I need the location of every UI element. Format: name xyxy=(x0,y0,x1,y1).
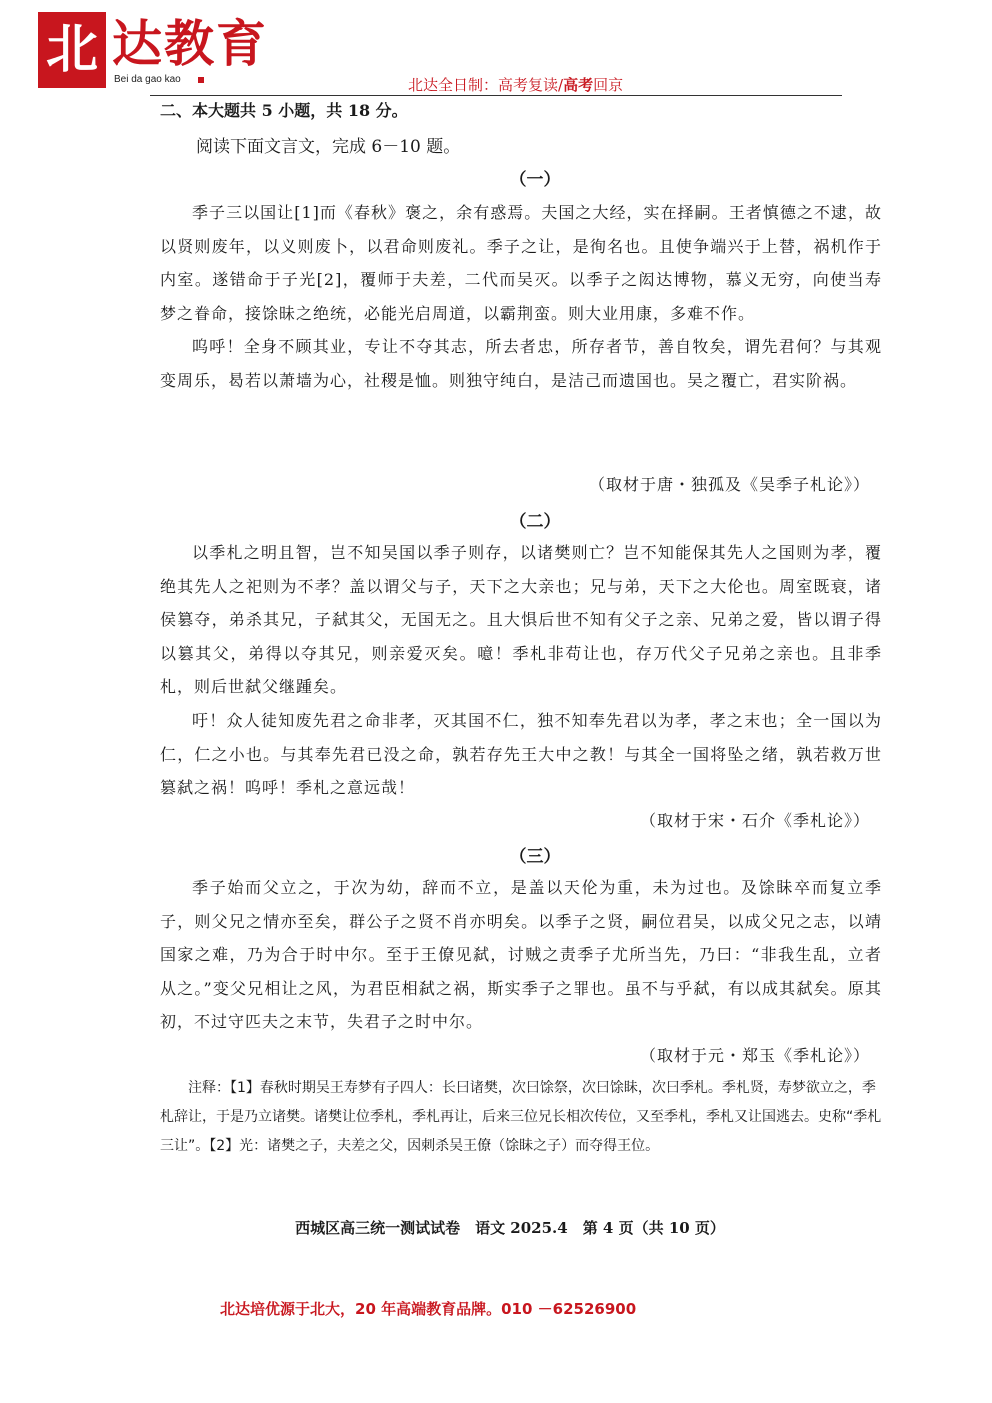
notes-text: 注释：【1】春秋时期吴王寿梦有子四人：长曰诸樊，次曰馀祭，次曰馀眛，次曰季札。季札贤，寿梦欲立之，季札辞让，于是乃立诸樊。诸樊让位季札，季札再让，后来三位兄长相次传位，又至季札，季札又让国逃去。史称“季札三让”。【2】光：诸樊之子，夫差之父，因刺杀吴王僚（馀眛之子）而夺得王位。 xyxy=(160,1080,882,1154)
passage-3-title: （三） xyxy=(509,847,561,867)
passage-2-source: （取材于宋・石介《季札论》） xyxy=(639,811,870,830)
section-heading: 二、本大题共 5 小题，共 18 分。 xyxy=(160,101,408,120)
passage-3-source: （取材于元・郑玉《季札论》） xyxy=(639,1046,870,1065)
logo-name: 达教育 xyxy=(112,14,268,73)
page-footer-info: 西城区高三统一测试试卷 语文 2025.4 第 4 页（共 10 页） xyxy=(295,1219,725,1237)
passage-2-paragraph-2: 吁！众人徒知废先君之命非孝，灭其国不仁，独不知奉先君以为孝，孝之末也；全一国以为仁，仁之小也。与其奉先君已没之命，孰若存先王大中之教！与其全一国将坠之绪，孰若救万世篡弑之祸！呜呼！季札之意远哉！ xyxy=(160,710,882,798)
slogan-bold: 高考 xyxy=(563,76,594,94)
logo-dot-icon xyxy=(198,77,204,83)
passage-1-title: （一） xyxy=(509,170,561,190)
question-instruction: 阅读下面文言文，完成 6－10 题。 xyxy=(196,137,461,157)
footer-advertisement: 北达培优源于北大，20 年高端教育品牌。010 －62526900 xyxy=(220,1300,637,1318)
logo-mark: 北 xyxy=(38,12,106,88)
passage-1-paragraph-2: 呜呼！全身不顾其业，专让不夺其志，所去者忠，所存者节，善自牧矣，谓先君何？与其观变周乐，曷若以萧墙为心，社稷是恤。则独守纯白，是洁己而遗国也。吴之覆亡，君实阶祸。 xyxy=(160,337,882,390)
passage-2-body xyxy=(160,536,882,805)
logo-pinyin: Bei da gao kao xyxy=(114,74,181,85)
passage-1-body xyxy=(160,196,882,398)
passage-2-title: （二） xyxy=(509,512,561,532)
annotation-notes xyxy=(160,1074,882,1161)
passage-1-paragraph-1: 季子三以国让[1]而《春秋》褒之，余有惑焉。夫国之大经，实在择嗣。王者慎德之不逮，故以贤则废年，以义则废卜，以君命则废礼。季子之让，是徇名也。且使争端兴于上替，祸机作于内室。遂错命于子光[2]，覆师于夫差，二代而吴灭。以季子之闳达博物，慕义无穷，向使当寿梦之眷命，接馀昧之绝统，必能光启周道，以霸荆蛮。则大业用康，多难不作。 xyxy=(160,203,882,323)
header-slogan xyxy=(408,74,623,95)
slogan-suffix: 回京 xyxy=(593,76,624,94)
passage-3-paragraph-1: 季子始而父立之，于次为幼，辞而不立，是盖以天伦为重，未为过也。及馀眛卒而复立季子，则父兄之情亦至矣，群公子之贤不肖亦明矣。以季子之贤，嗣位君吴，以成父兄之志，以靖国家之难，乃为合于时中尔。至于王僚见弑，讨贼之责季子尤所当先，乃曰：“非我生乱，立者从之。”变父兄相让之风，为君臣相弑之祸，斯实季子之罪也。虽不与乎弑，有以成其弑矣。原其初，不过守匹夫之末节，失君子之时中尔。 xyxy=(160,878,882,1032)
logo xyxy=(38,12,298,92)
passage-3-body xyxy=(160,871,882,1039)
passage-2-paragraph-1: 以季札之明且智，岂不知吴国以季子则存，以诸樊则亡？岂不知能保其先人之国则为孝，覆绝其先人之祀则为不孝？盖以谓父与子，天下之大亲也；兄与弟，天下之大伦也。周室既衰，诸侯篡夺，弟杀其兄，子弑其父，无国无之。且大惧后世不知有父子之亲、兄弟之爱，皆以谓子得以篡其父，弟得以夺其兄，则亲爱灭矣。噫！季札非苟让也，存万代父子兄弟之亲也。且非季札，则后世弑父继踵矣。 xyxy=(160,543,882,697)
passage-1-source: （取材于唐・独孤及《吴季子札论》） xyxy=(588,475,870,494)
slogan-prefix: 北达全日制：高考复读/ xyxy=(408,76,564,94)
header-divider xyxy=(150,95,842,96)
